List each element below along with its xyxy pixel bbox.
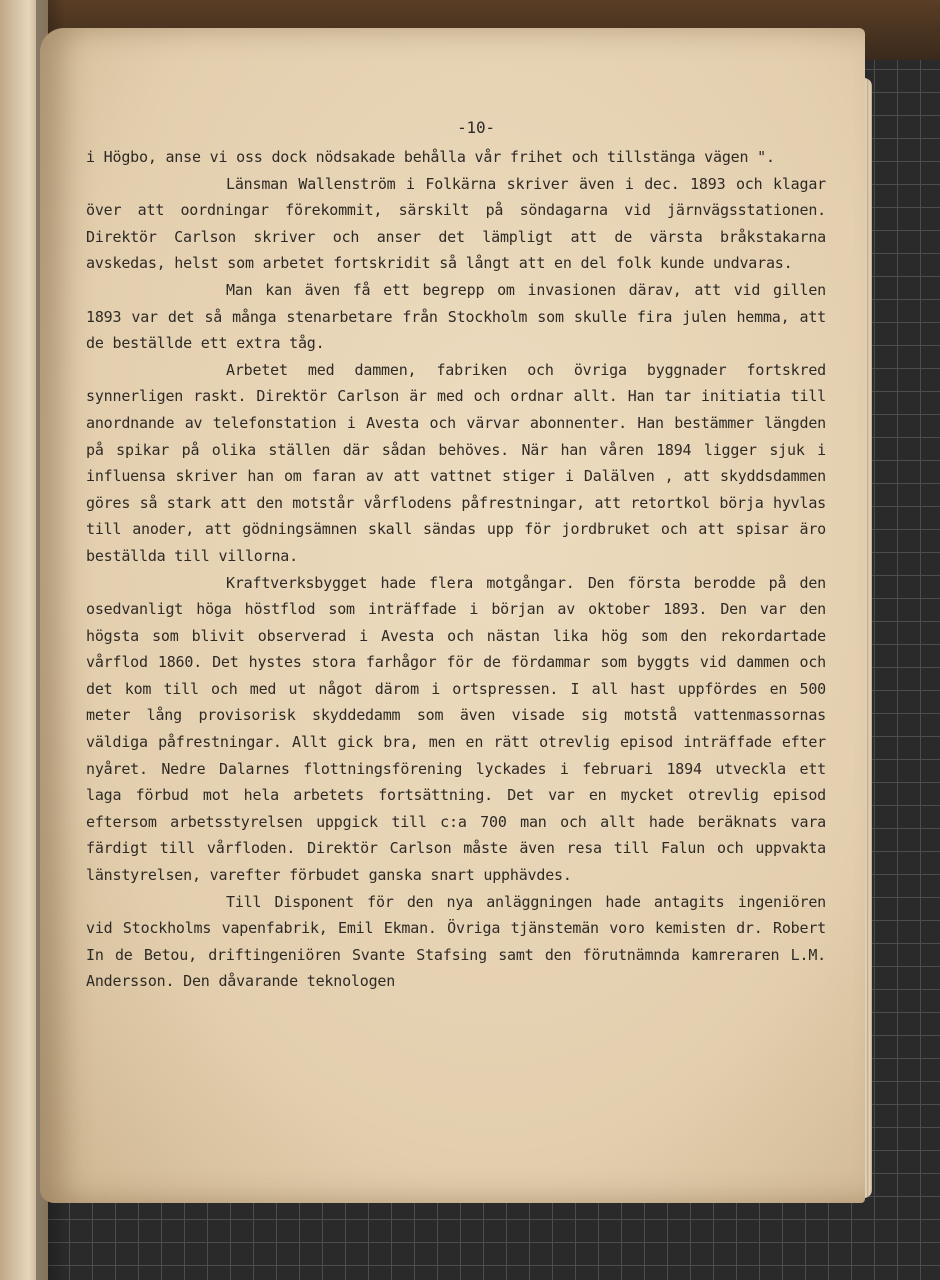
document-text <box>86 118 826 995</box>
paragraph-3: Man kan även få ett begrepp om invasionen därav, att vid gillen 1893 var det så många stenarbetare från Stockholm som skulle fira julen hemma, att de beställde ett extra tåg. <box>86 280 826 353</box>
paragraph-4: Arbetet med dammen, fabriken och övriga byggnader fortskred synnerligen raskt. Direktör Carlson är med och ordnar allt. Han tar initiatia till anordnande av telefonstation i Avesta och värvar abonnenter. Han bestämmer längden på spikar på olika ställen där sådan behöves. När han våren 1894 ligger sjuk i influensa skriver han om faran av att vattnet stiger i Dalälven , att skyddsdammen göres så stark att den motstår vårflodens påfrestningar, att retortkol börja hyvlas till anoder, att gödningsämnen skall sändas upp för jordbruket och att spisar äro beställda till villorna. <box>86 360 826 565</box>
paragraph-6: Till Disponent för den nya anläggningen hade antagits ingeniören vid Stockholms vapenfabrik, Emil Ekman. Övriga tjänstemän voro kemisten dr. Robert In de Betou, driftingeniören Svante Stafsing samt den förutnämnda kamreraren L.M. Andersson. Den dåvarande teknologen <box>86 892 826 991</box>
paragraph-5: Kraftverksbygget hade flera motgångar. Den första berodde på den osedvanligt höga höstflod som inträffade i början av oktober 1893. Den var den högsta som blivit observerad i Avesta och nästan lika hög som den rekordartade vårflod 1860. Det hystes stora farhågor för de fördammar som byggts vid dammen och det kom till och med ut något därom i ortspressen. I all hast uppfördes en 500 meter lång provisorisk skyddedamm som även visade sig motstå vattenmassornas väldiga påfrestningar. Allt gick bra, men en rätt otrevlig episod inträffade efter nyåret. Nedre Dalarnes flottningsförening lyckades i februari 1894 utveckla ett laga förbud mot hela arbetets fortsättning. Det var en mycket otrevlig episod eftersom arbetsstyrelsen uppgick till c:a 700 man och allt hade beräknats vara färdigt till vårfloden. Direktör Carlson måste även resa till Falun och uppvakta länstyrelsen, varefter förbudet ganska snart upphävdes. <box>86 573 826 885</box>
paragraph-2: Länsman Wallenström i Folkärna skriver även i dec. 1893 och klagar över att oordningar förekommit, särskilt på söndagarna vid järnvägsstationen. Direktör Carlson skriver och anser det lämpligt att de värsta bråkstakarna avskedas, helst som arbetet fortskridit så långt att en del folk kunde undvaras. <box>86 174 826 273</box>
paragraph-1: i Högbo, anse vi oss dock nödsakade behålla vår frihet och tillstänga vägen ". <box>86 148 775 166</box>
page-number: -10- <box>457 118 495 137</box>
